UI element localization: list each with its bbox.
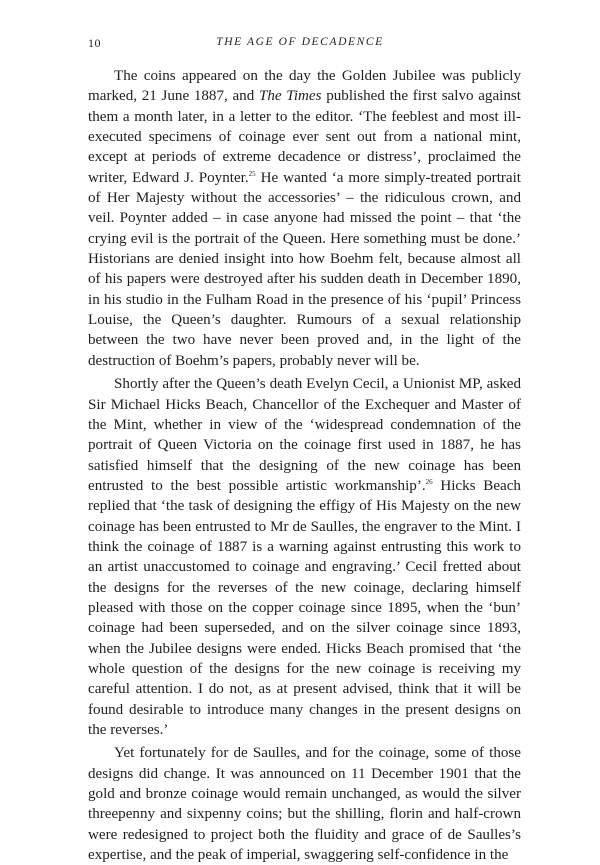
- text-run: Yet fortunately for de Saulles, and for the coinage, some of those designs did change. It was announced on 11 December 1901 that the gold and bronze coinage would remain unchanged, as would the silver threepenny and sixpenny coins; but the shilling, florin and half-crown were redesigned to project both the fluidity and grace of de Saulles’s expertise, and the peak of imperial, swaggering self-confidence in the: [88, 745, 521, 864]
- footnote-marker: 25: [248, 169, 256, 178]
- body-text: [88, 66, 521, 865]
- page-number: 10: [88, 36, 101, 50]
- paragraph-1: [88, 66, 521, 371]
- text-run: published the first salvo against them a month later, in a letter to the editor. ‘The feeblest and most ill-executed specimens of coinage ever sent out from a national mint, except at periods of extreme decadence or distress’, proclaimed the writer, Edward J. Poynter.: [88, 88, 521, 186]
- italic-title: The Times: [258, 88, 322, 105]
- text-run: Shortly after the Queen’s death Evelyn Cecil, a Unionist MP, asked Sir Michael Hicks Beach, Chancellor of the Exchequer and Master of the Mint, whether in view of the ‘widespread condemnation of the portrait of Queen Victoria on the coinage first used in 1887, he has satisfied himself that the designing of the new coinage has been entrusted to the best possible artistic workmanship’.: [88, 376, 521, 494]
- text-run: Hicks Beach replied that ‘the task of designing the effigy of His Majesty on the new coinage has been entrusted to Mr de Saulles, the engraver to the Mint. I think the coinage of 1887 is a warning against entrusting this work to an artist unaccustomed to coinage and engraving.’ Cecil fretted about the designs for the reverses of the new coinage, declaring himself pleased with those on the copper coinage since 1895, when the ‘bun’ coinage had been superseded, and on the silver coinage since 1893, when the Jubilee designs were ended. Hicks Beach promised that ‘the whole question of the designs for the new coinage is receiving my careful attention. I do not, as at present advised, think that it will be found desirable to introduce many changes in the present designs on the reverses.’: [88, 477, 521, 738]
- paragraph-2: [88, 374, 521, 740]
- paragraph-3: [88, 743, 521, 865]
- page-header: [0, 36, 600, 52]
- text-run: The coins appeared on the day the Golden Jubilee was publicly marked, 21 June 1887, and: [88, 68, 521, 105]
- running-head: THE AGE OF DECADENCE: [216, 36, 384, 48]
- footnote-marker: 26: [425, 477, 433, 486]
- text-run: He wanted ‘a more simply-treated portrait of Her Majesty without the accessories’ – the ridiculous crown, and veil. Poynter added – in case anyone had missed the point – that ‘the crying evil is the portrait of the Queen. Here something must be done.’ Historians are denied insight into how Boehm felt, because almost all of his papers were destroyed after his sudden death in December 1890, in his studio in the Fulham Road in the presence of his ‘pupil’ Princess Louise, the Queen’s daughter. Rumours of a sexual relationship between the two have never been proved and, in the light of the destruction of Boehm’s papers, probably never will be.: [88, 169, 522, 369]
